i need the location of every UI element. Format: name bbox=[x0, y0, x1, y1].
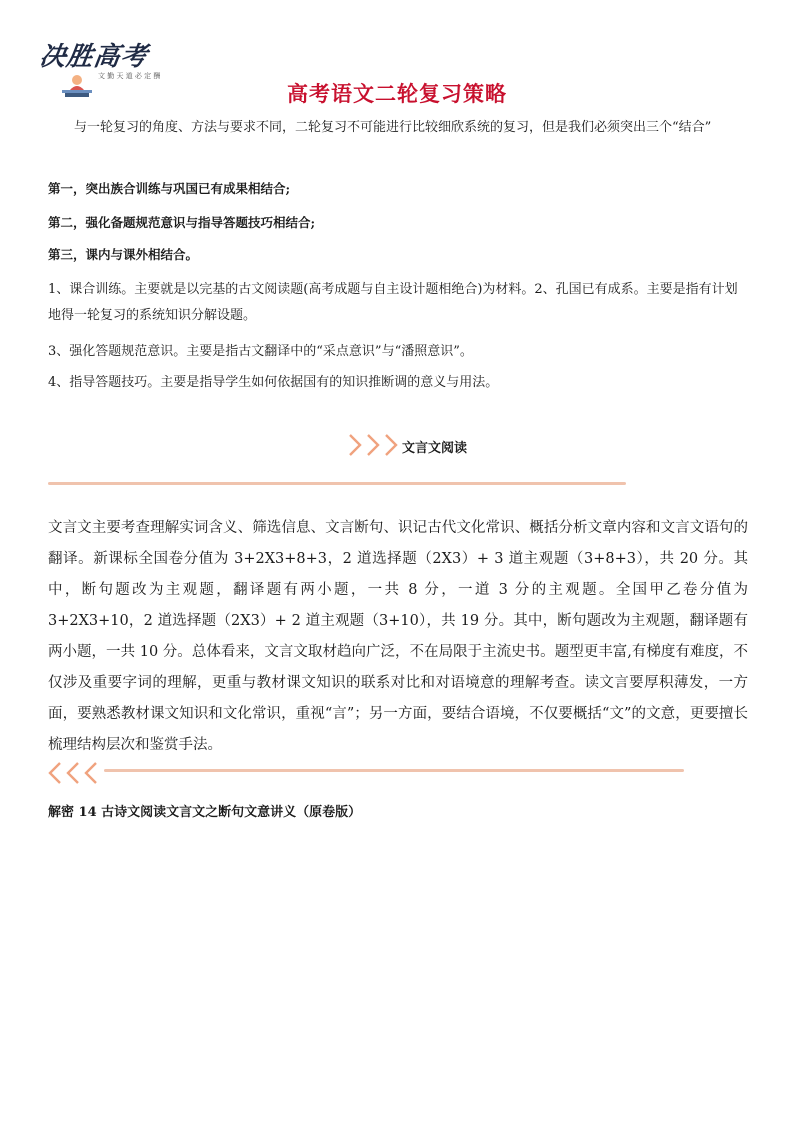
section-body: 文言文主要考查理解实词含义、筛选信息、文言断句、识记古代文化常识、概括分析文章内容和文言文语句的翻译。新课标全国卷分值为 3+2X3+8+3，2 道选择题（2X3）+ 3 道主观题（3+8+3），共 20 分。其中，断句题改为主观题，翻译题有两小题，一共 8 分，一道 3 分的主观题。全国甲乙卷分值为 3+2X3+10，2 道选择题（2X3）+ 2 道主观题（3+10），共 19 分。其中，断句题改为主观题，翻译题有两小题，一共 10 分。总体看来，文言文取材趋向广泛，不在局限于主流史书。题型更丰富,有梯度有难度，不仅涉及重要字词的理解，更重与教材课文知识的联系对比和对语境意的理解考查。读文言要厚积薄发，一方面，要熟悉教材课文知识和文化常识，重视“言”；另一方面，要结合语境，不仅要概括“文”的文意，更要擅长梳理结构层次和鉴赏手法。 bbox=[48, 520, 748, 753]
item-3: 3、强化答题规范意识。主要是指古文翻译中的“采点意识”与“潘照意识”。 bbox=[48, 344, 473, 359]
point-3: 第三，课内与课外相结合。 bbox=[48, 247, 199, 262]
point-2: 第二，强化备题规范意识与指导答题技巧相结合; bbox=[48, 215, 316, 230]
logo-subtext: 文 勤 天 道 必 定 酬 bbox=[98, 72, 161, 80]
logo-text: 决胜高考 bbox=[37, 42, 150, 72]
document-subtitle: 解密 14 古诗文阅读文言文之断句文意讲义（原卷版） bbox=[48, 805, 362, 820]
point-1: 第一，突出族合训练与巩国已有成果相结合; bbox=[48, 181, 291, 196]
item-1: 1、课合训练。主要就是以完基的古文阅读题(高考成题与自主设计题相绝合)为材料。2、孔国已有成系。主要是指有计划地得一轮复习的系统知识分解设题。 bbox=[48, 282, 738, 323]
section-title: 文言文阅读 bbox=[402, 441, 468, 456]
page-title: 高考语文二轮复习策略 bbox=[287, 82, 507, 106]
item-4: 4、指导答题技巧。主要是指导学生如何依据国有的知识推断调的意义与用法。 bbox=[48, 375, 499, 390]
chevron-left-icon bbox=[46, 760, 102, 786]
intro-paragraph: 与一轮复习的角度、方法与要求不同，二轮复习不可能进行比较细欣系统的复习，但是我们必须突出三个“结合” bbox=[74, 120, 712, 135]
divider-bottom bbox=[104, 769, 684, 772]
divider-top bbox=[48, 482, 626, 485]
chevron-right-icon bbox=[346, 432, 402, 458]
